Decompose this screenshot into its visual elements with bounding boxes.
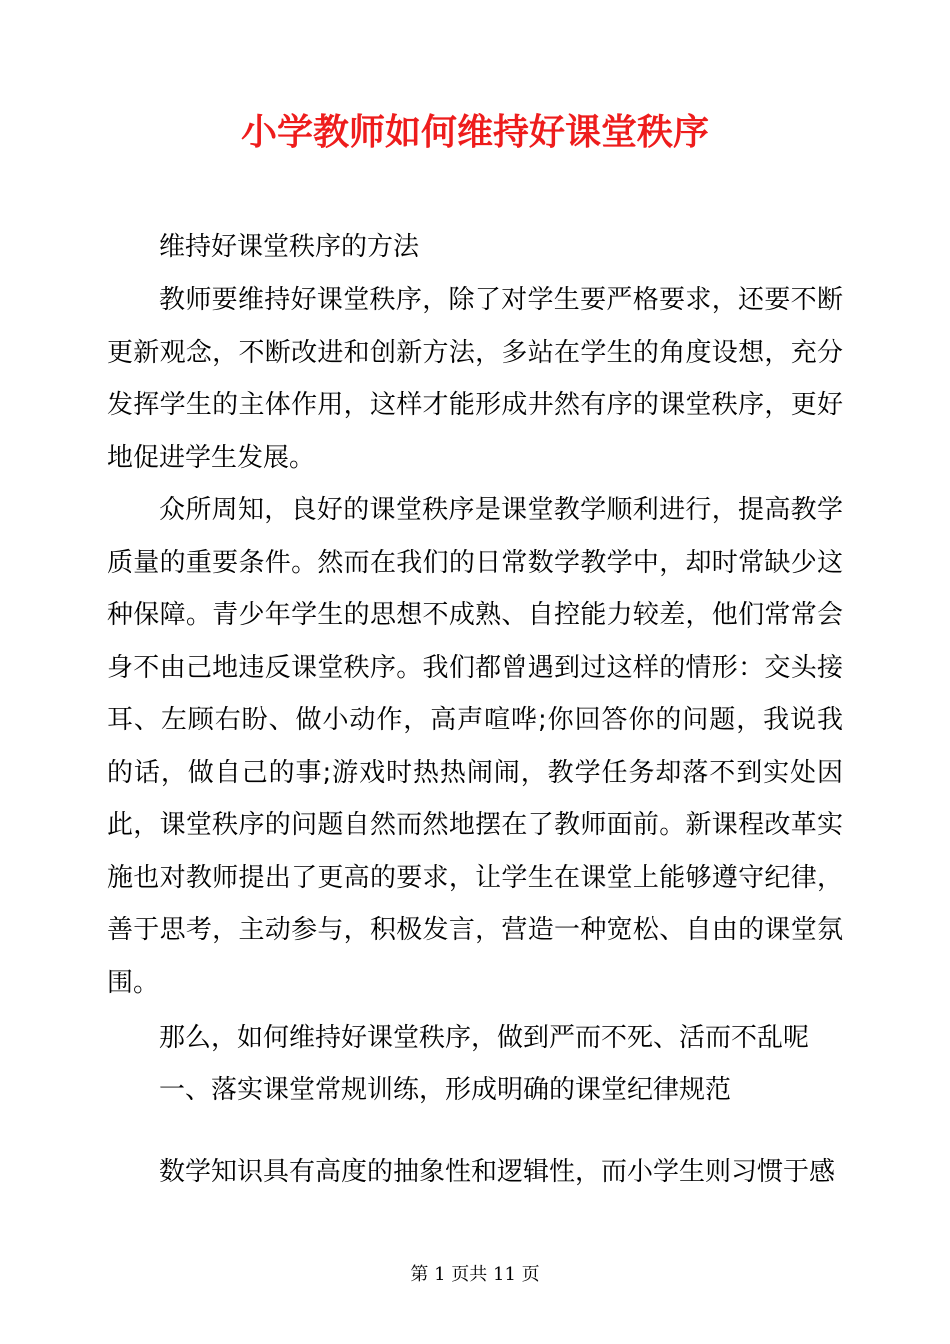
paragraph-intro: 教师要维持好课堂秩序，除了对学生要严格要求，还要不断更新观念，不断改进和创新方法，多站在学生的角度设想，充分发挥学生的主体作用，这样才能形成井然有序的课堂秩序，更好地促进学生发展。 bbox=[107, 285, 843, 473]
paragraph-question: 那么，如何维持好课堂秩序，做到严而不死、活而不乱呢 bbox=[159, 1023, 810, 1053]
page-footer: 第 1 页共 11 页 bbox=[410, 1264, 540, 1285]
document-title: 小学教师如何维持好课堂秩序 bbox=[240, 112, 709, 153]
paragraph-subtitle: 维持好课堂秩序的方法 bbox=[159, 232, 420, 262]
paragraph-context: 众所周知，良好的课堂秩序是课堂教学顺利进行，提高教学质量的重要条件。然而在我们的日常数学教学中，却时常缺少这种保障。青少年学生的思想不成熟、自控能力较差，他们常常会身不由己地违反课堂秩序。我们都曾遇到过这样的情形：交头接耳、左顾右盼、做小动作，高声喧哗;你回答你的问题，我说我的话，做自己的事;游戏时热热闹闹，教学任务却落不到实处因此，课堂秩序的问题自然而然地摆在了教师面前。新课程改革实施也对教师提出了更高的要求，让学生在课堂上能够遵守纪律，善于思考，主动参与，积极发言，营造一种宽松、自由的课堂氛围。 bbox=[107, 495, 843, 998]
paragraph-section-1: 数学知识具有高度的抽象性和逻辑性，而小学生则习惯于感 bbox=[159, 1157, 836, 1187]
section-heading-1: 一、落实课堂常规训练，形成明确的课堂纪律规范 bbox=[159, 1075, 732, 1105]
